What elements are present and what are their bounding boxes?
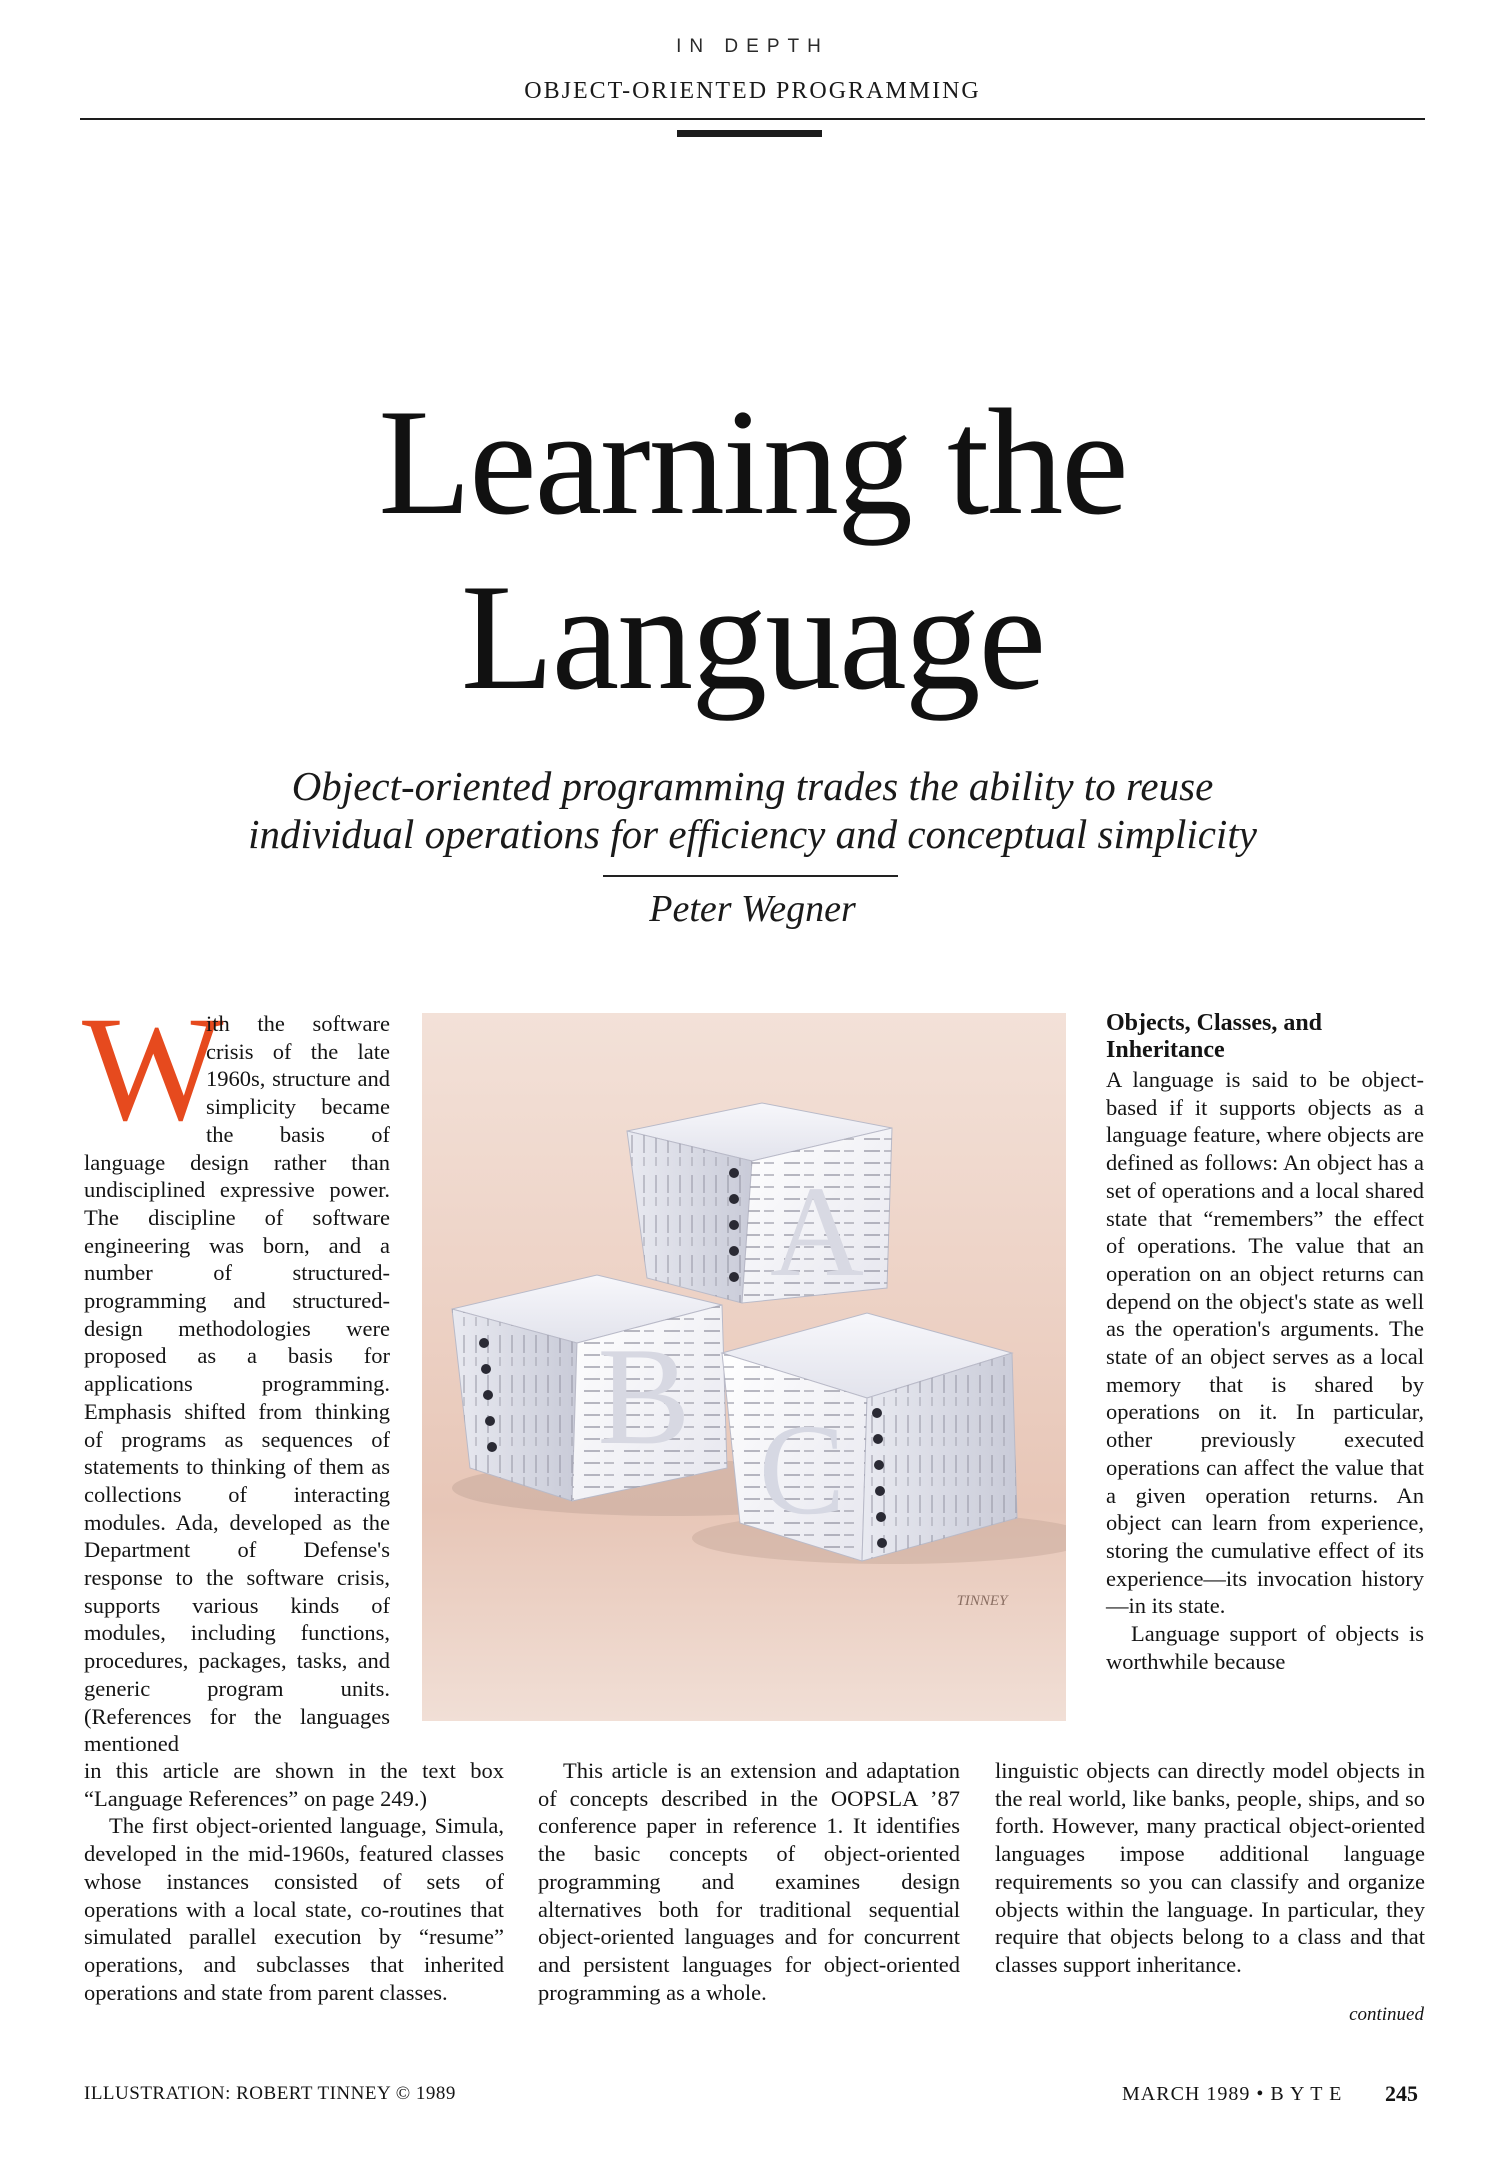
- deck: [0, 762, 1505, 858]
- paragraph-intro-text: ith the software crisis of the late 1960s, structure and simplicity became the basis of language design rather than undisciplined expressive power. The discipline of software engineering was born, and a number of structured-programming and structured-design methodologies were proposed as a basis for applications programming. Emphasis shifted from thinking of programs as sequences of statements to thinking of them as collections of interacting modules. Ada, developed as the Department of Defense's response to the software crisis, supports various kinds of modules, including functions, procedures, packages, tasks, and generic program units. (References for the languages mentioned: [84, 1011, 390, 1757]
- continued-marker: continued: [1349, 2004, 1424, 2025]
- illustration-credit: ILLUSTRATION: ROBERT TINNEY © 1989: [84, 2083, 456, 2104]
- paragraph-simula: The first object-oriented language, Simula, developed in the mid-1960s, featured classes whose instances consisted of sets of operations with a local state, co-routines that simulated parallel execution by “resume” operations, and subclasses that inherited operations and state from parent classes.: [84, 1813, 504, 2005]
- section-label: IN DEPTH: [676, 36, 829, 57]
- paragraph-language-support-start: Language support of objects is worthwhile because: [1106, 1621, 1424, 1674]
- byline-rule: [603, 875, 898, 877]
- deck-line-2: individual operations for efficiency and conceptual simplicity: [248, 811, 1257, 857]
- headline: [0, 375, 1505, 725]
- cube-letter-b: B: [597, 1319, 691, 1474]
- cube-letter-a: A: [770, 1160, 864, 1304]
- header-bar: [677, 130, 822, 137]
- headline-line-2: Language: [460, 553, 1045, 721]
- drop-cap: W: [82, 986, 224, 1152]
- paragraph-language-support-rest: linguistic objects can directly model objects in the real world, like banks, people, ships, and so forth. However, many practical object-oriented languages impose additional language requirements so you can classify and organize objects within the language. In particular, they require that objects belong to a class and that classes support inheritance.: [995, 1758, 1425, 1977]
- byline: Peter Wegner: [649, 888, 856, 930]
- headline-line-1: Learning the: [378, 378, 1127, 546]
- deck-line-1: Object-oriented programming trades the ability to reuse: [291, 763, 1214, 809]
- column-3-bottom: [995, 1757, 1425, 1979]
- paragraph-intro: [82, 986, 390, 1758]
- column-3-top: [1106, 1010, 1424, 1675]
- paragraph-intro-continued: in this article are shown in the text box “Language References” on page 249.): [84, 1758, 504, 1811]
- column-1-bottom: [84, 1757, 504, 2006]
- cube-c: [722, 1313, 1017, 1561]
- illustration: [422, 1013, 1066, 1721]
- artist-signature: TINNEY: [956, 1593, 1008, 1609]
- paragraph-objects: A language is said to be object-based if it supports objects as a language feature, where objects are defined as follows: An object has a set of operations and a local shared state that “remembers” the effect of operations. The value that an operation on an object returns can depend on the object's state as well as the operation's arguments. The state of an object serves as a local memory that is shared by operations on it. In particular, other previously executed operations can affect the value that a given operation returns. An object can learn from experience, storing the cumulative effect of its experience—its invocation history—in its state.: [1106, 1067, 1424, 1619]
- cube-letter-c: C: [758, 1398, 846, 1542]
- section-topic: OBJECT-ORIENTED PROGRAMMING: [524, 78, 981, 104]
- cube-a: [627, 1103, 892, 1304]
- cube-b: [452, 1275, 727, 1501]
- cubes-illustration: [422, 1013, 1066, 1721]
- section-heading: Objects, Classes, and Inheritance: [1106, 1010, 1323, 1063]
- page-number: 245: [1385, 2081, 1418, 2106]
- issue-date: MARCH 1989 • B Y T E: [1122, 2083, 1343, 2105]
- paragraph-article-scope: This article is an extension and adaptation of concepts described in the OOPSLA ’87 conference paper in reference 1. It identifies the basic concepts of object-oriented programming and examines design alternatives both for traditional sequential object-oriented languages and for concurrent and persistent languages for object-oriented programming as a whole.: [538, 1758, 960, 2005]
- column-2: [538, 1757, 960, 2006]
- header-rule: [80, 118, 1425, 120]
- column-1-top: [82, 986, 390, 1758]
